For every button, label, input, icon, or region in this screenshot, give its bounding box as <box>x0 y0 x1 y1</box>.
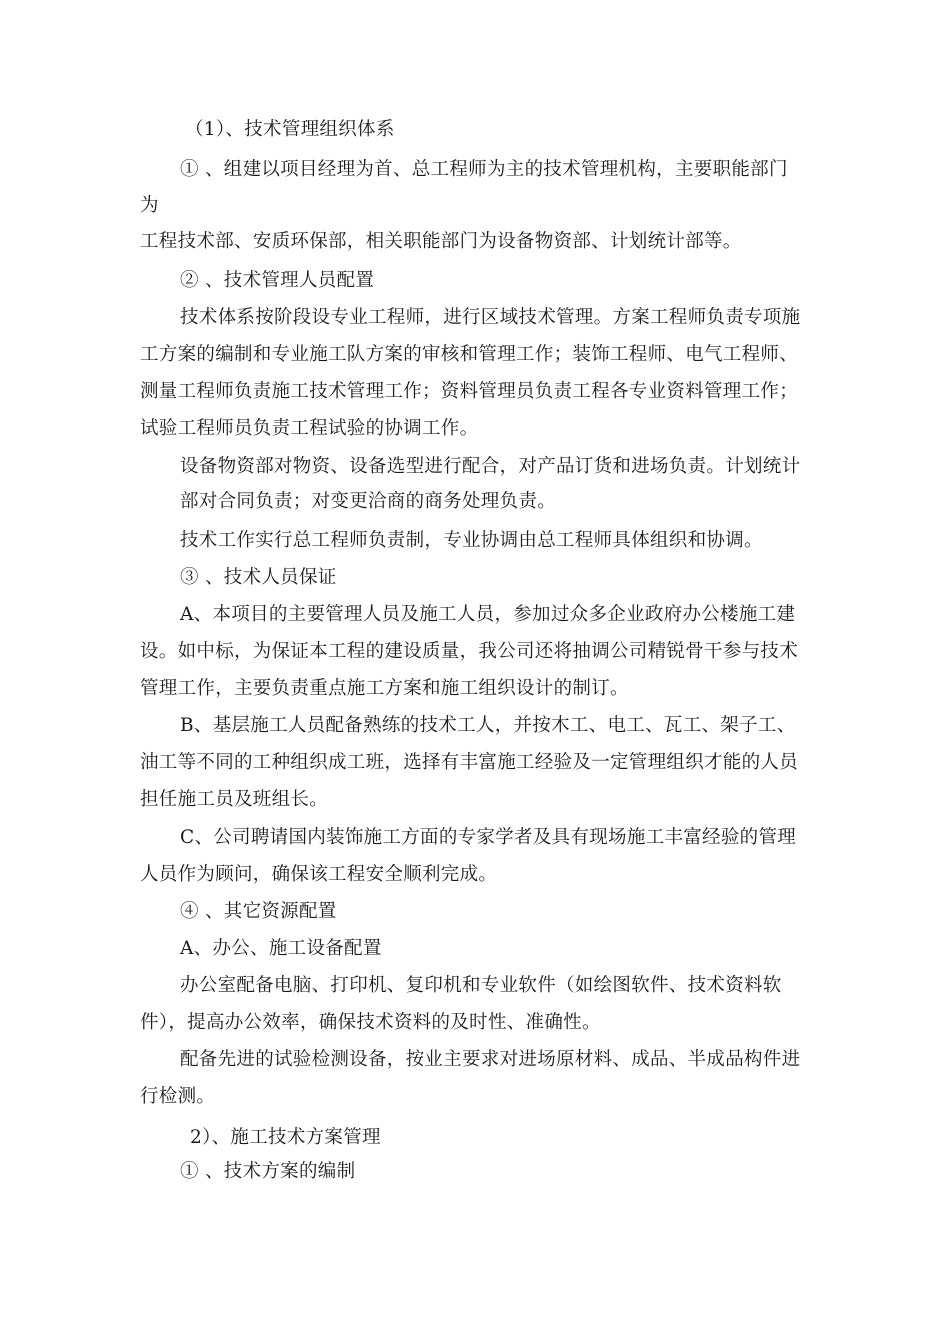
section-heading: 2）、施工技术方案管理 <box>190 1127 381 1148</box>
section-heading: （1）、技术管理组织体系 <box>185 119 395 140</box>
subsection-heading: ③ 、技术人员保证 <box>180 567 337 588</box>
paragraph-line: 行检测。 <box>140 1086 216 1107</box>
paragraph-line: C、公司聘请国内装饰施工方面的专家学者及具有现场施工丰富经验的管理 <box>180 827 797 848</box>
paragraph-line: 人员作为顾问，确保该工程安全顺利完成。 <box>140 864 498 885</box>
paragraph-line: 工方案的编制和专业施工队方案的审核和管理工作；装饰工程师、电气工程师、 <box>140 344 799 365</box>
paragraph-line: 测量工程师负责施工技术管理工作；资料管理员负责工程各专业资料管理工作； <box>140 381 799 402</box>
subsection-heading: ① 、技术方案的编制 <box>180 1161 356 1182</box>
paragraph-line: 件），提高办公效率，确保技术资料的及时性、准确性。 <box>140 1012 601 1033</box>
paragraph-line: A、办公、施工设备配置 <box>180 938 382 959</box>
paragraph-line: ① 、组建以项目经理为首、总工程师为主的技术管理机构，主要职能部门 <box>180 159 788 180</box>
paragraph-line: 油工等不同的工种组织成工班，选择有丰富施工经验及一定管理组织才能的人员 <box>140 752 799 773</box>
paragraph-line: 部对合同负责；对变更洽商的商务处理负责。 <box>180 491 557 512</box>
paragraph-line: 担任施工员及班组长。 <box>140 789 329 810</box>
paragraph-line: 试验工程师员负责工程试验的协调工作。 <box>140 418 479 439</box>
paragraph-line: 技术工作实行总工程师负责制，专业协调由总工程师具体组织和协调。 <box>180 530 763 551</box>
paragraph-line: 管理工作，主要负责重点施工方案和施工组织设计的制订。 <box>140 678 629 699</box>
subsection-heading: ② 、技术管理人员配置 <box>180 270 375 291</box>
subsection-heading: ④ 、其它资源配置 <box>180 901 337 922</box>
paragraph-line: 工程技术部、安质环保部，相关职能部门为设备物资部、计划统计部等。 <box>140 231 742 252</box>
paragraph-line: 设。如中标，为保证本工程的建设质量，我公司还将抽调公司精锐骨干参与技术 <box>140 641 799 662</box>
paragraph-line: 为 <box>140 195 159 216</box>
paragraph-line: B、基层施工人员配备熟练的技术工人，并按木工、电工、瓦工、架子工、 <box>180 715 796 736</box>
paragraph-line: 设备物资部对物资、设备选型进行配合，对产品订货和进场负责。计划统计 <box>180 456 801 477</box>
paragraph-line: A、本项目的主要管理人员及施工人员，参加过众多企业政府办公楼施工建 <box>180 604 796 625</box>
paragraph-line: 配备先进的试验检测设备，按业主要求对进场原材料、成品、半成品构件进 <box>180 1049 801 1070</box>
paragraph-line: 办公室配备电脑、打印机、复印机和专业软件（如绘图软件、技术资料软 <box>180 975 782 996</box>
paragraph-line: 技术体系按阶段设专业工程师，进行区域技术管理。方案工程师负责专项施 <box>180 307 801 328</box>
